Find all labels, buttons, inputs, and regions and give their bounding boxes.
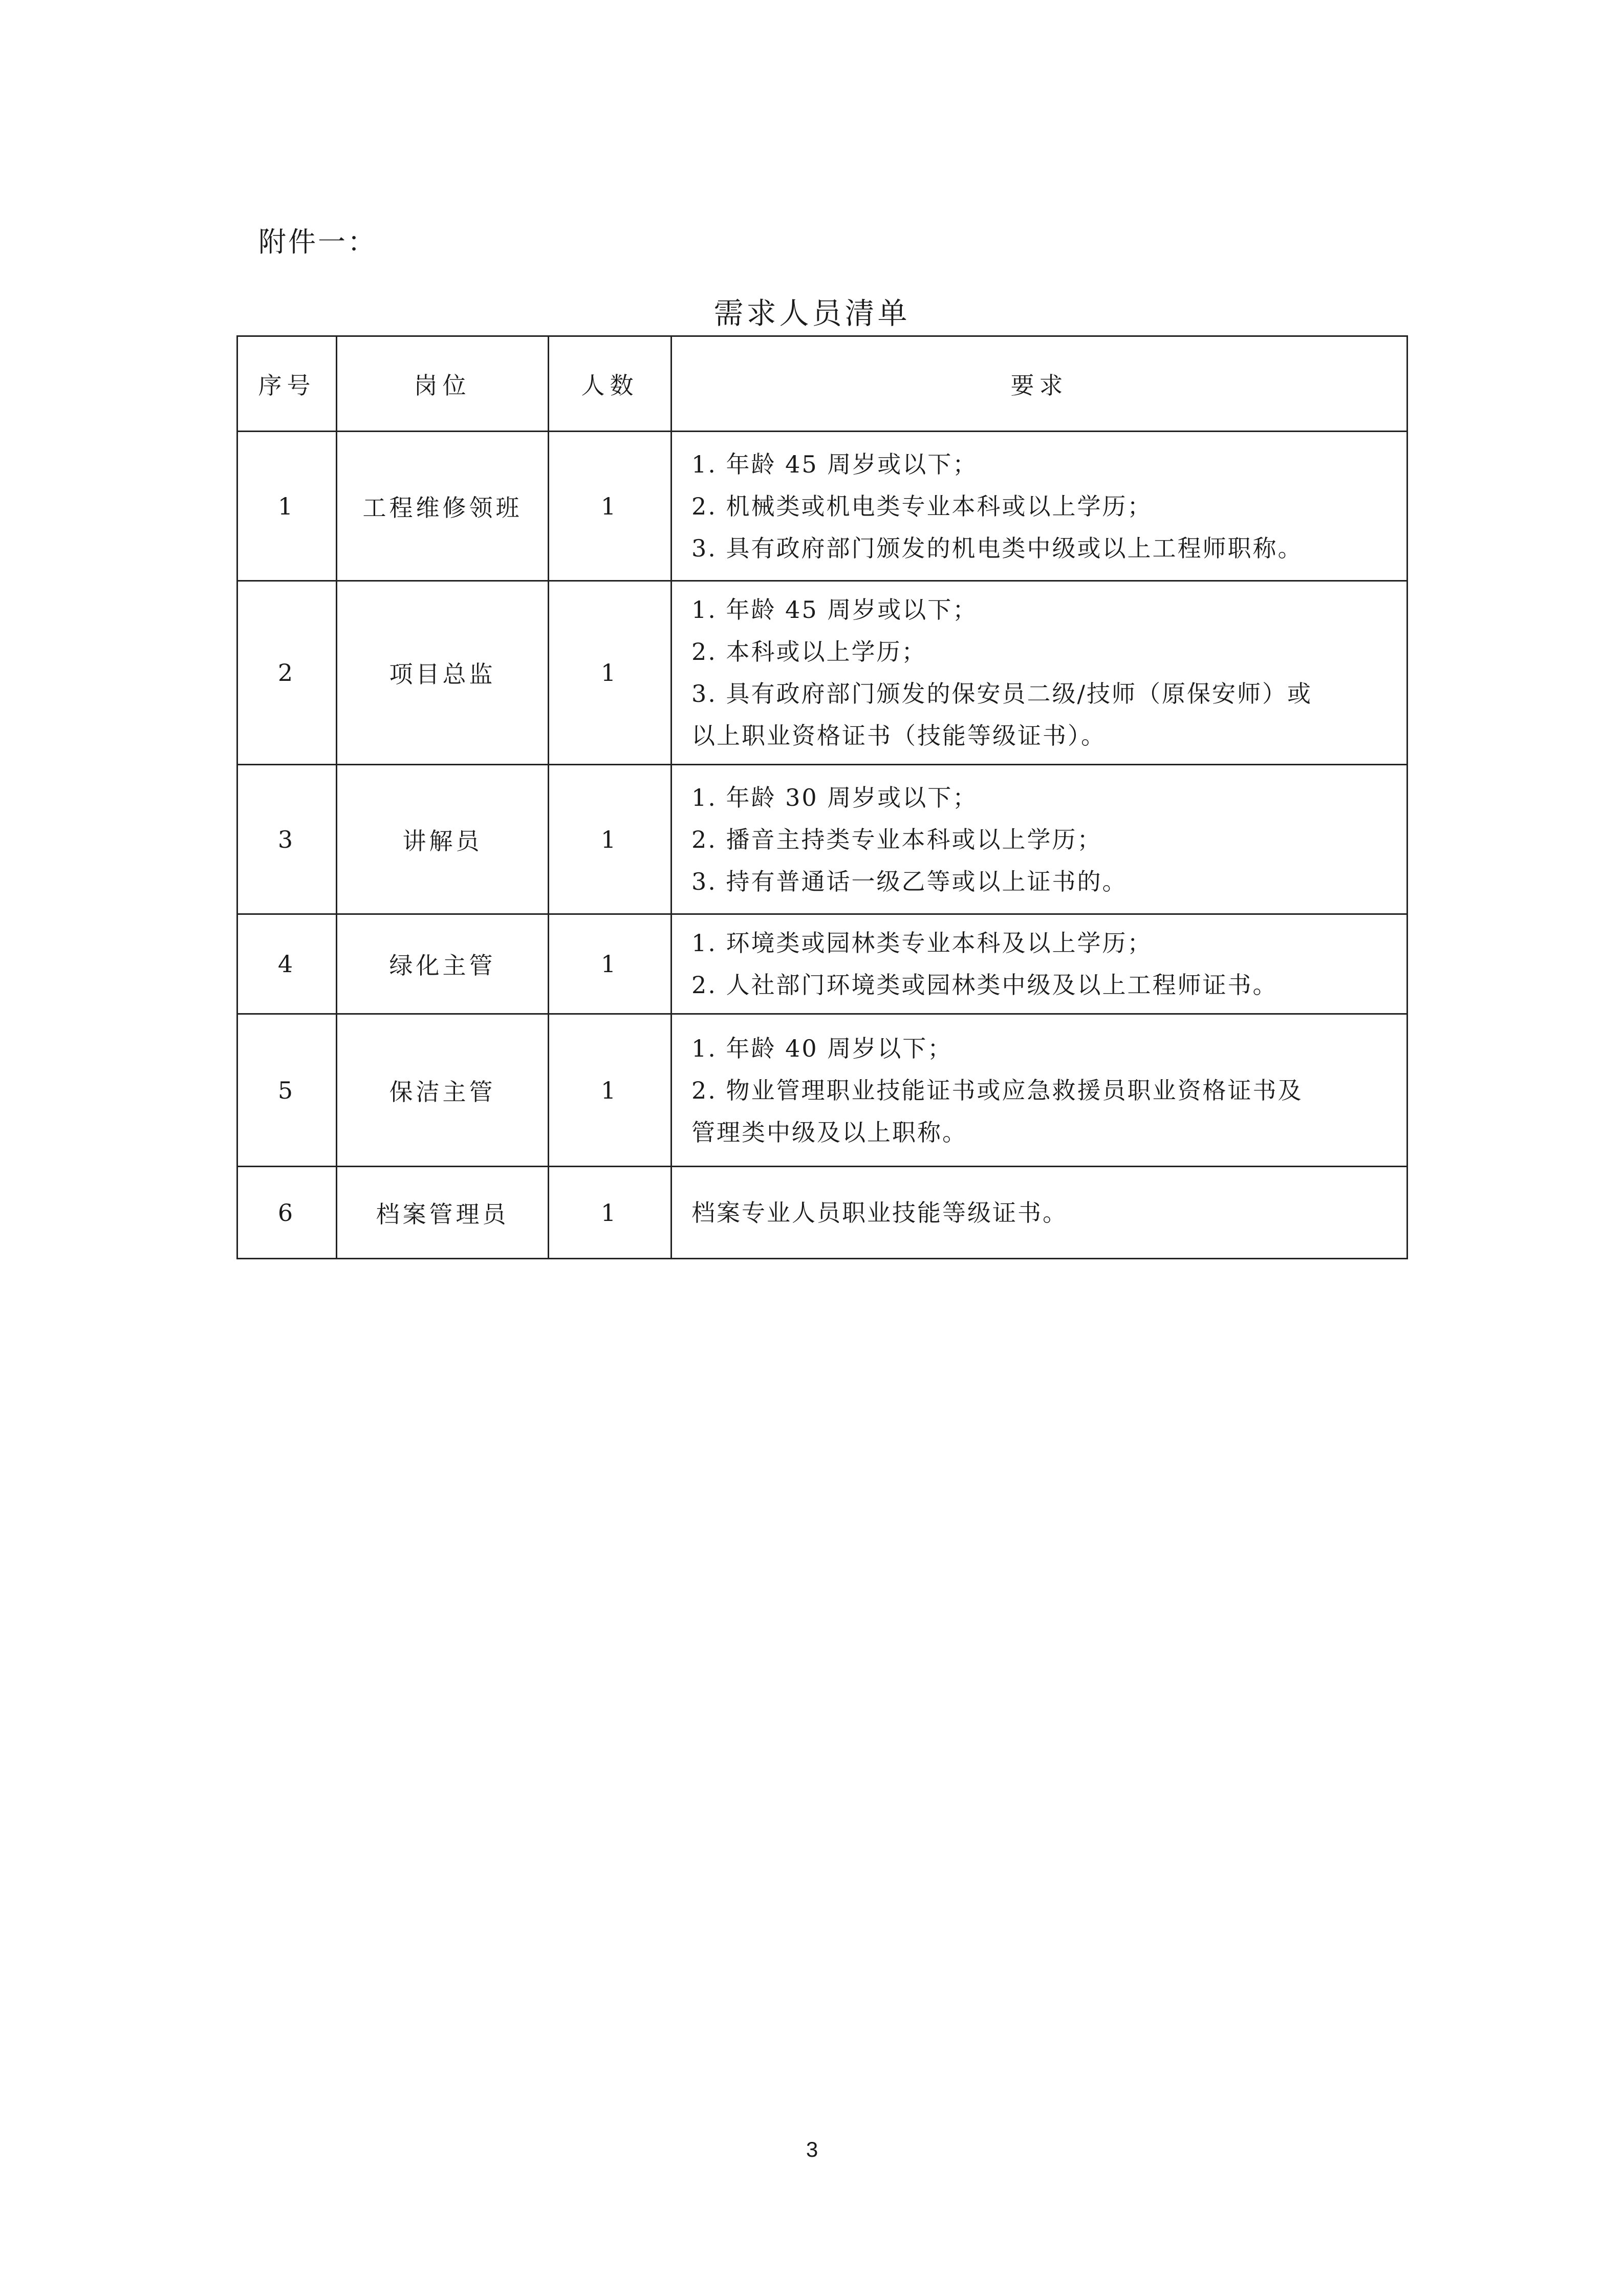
requirement-line: 2. 机械类或机电类专业本科或以上学历； bbox=[691, 492, 1153, 520]
requirement-line: 以上职业资格证书（技能等级证书）。 bbox=[691, 722, 1106, 749]
row-no: 1 bbox=[237, 432, 337, 581]
row-count: 1 bbox=[549, 1167, 672, 1259]
requirement-line: 1. 年龄 45 周岁或以下； bbox=[691, 596, 978, 624]
requirement-line: 1. 年龄 30 周岁或以下； bbox=[691, 783, 978, 811]
table-row bbox=[237, 581, 1408, 765]
requirement-line: 3. 持有普通话一级乙等或以上证书的。 bbox=[691, 867, 1128, 895]
table-row bbox=[237, 1014, 1408, 1167]
table-row bbox=[237, 914, 1408, 1014]
row-requirements bbox=[672, 914, 1408, 1014]
row-requirements bbox=[672, 1014, 1408, 1167]
row-requirements bbox=[672, 581, 1408, 765]
requirement-line: 3. 具有政府部门颁发的保安员二级/技师（原保安师）或 bbox=[691, 680, 1313, 707]
row-no: 4 bbox=[237, 914, 337, 1014]
row-no: 2 bbox=[237, 581, 337, 765]
row-count: 1 bbox=[549, 914, 672, 1014]
row-count: 1 bbox=[549, 581, 672, 765]
row-no: 5 bbox=[237, 1014, 337, 1167]
header-position: 岗位 bbox=[337, 336, 549, 432]
row-position: 项目总监 bbox=[337, 581, 549, 765]
requirements-table bbox=[236, 335, 1408, 1259]
row-position: 工程维修领班 bbox=[337, 432, 549, 581]
row-no: 6 bbox=[237, 1167, 337, 1259]
document-title: 需求人员清单 bbox=[713, 296, 911, 331]
requirement-line: 2. 本科或以上学历； bbox=[691, 638, 927, 666]
row-position: 保洁主管 bbox=[337, 1014, 549, 1167]
row-position: 讲解员 bbox=[337, 765, 549, 914]
row-count: 1 bbox=[549, 765, 672, 914]
requirement-line: 1. 年龄 45 周岁或以下； bbox=[691, 450, 978, 478]
table-row bbox=[237, 765, 1408, 914]
requirement-line: 管理类中级及以上职称。 bbox=[691, 1118, 967, 1146]
table-row bbox=[237, 432, 1408, 581]
attachment-label: 附件一： bbox=[258, 226, 377, 258]
header-requirements: 要求 bbox=[672, 336, 1408, 432]
row-count: 1 bbox=[549, 1014, 672, 1167]
row-requirements bbox=[672, 765, 1408, 914]
row-requirements bbox=[672, 432, 1408, 581]
row-position: 档案管理员 bbox=[337, 1167, 549, 1259]
page-number: 3 bbox=[806, 2137, 818, 2161]
table-header-row bbox=[237, 336, 1408, 432]
requirement-line: 2. 播音主持类专业本科或以上学历； bbox=[691, 825, 1102, 853]
row-no: 3 bbox=[237, 765, 337, 914]
requirement-line: 1. 年龄 40 周岁以下； bbox=[691, 1034, 953, 1062]
row-count: 1 bbox=[549, 432, 672, 581]
requirement-line: 3. 具有政府部门颁发的机电类中级或以上工程师职称。 bbox=[691, 534, 1303, 562]
row-requirements bbox=[672, 1167, 1408, 1259]
requirement-line: 2. 物业管理职业技能证书或应急救援员职业资格证书及 bbox=[691, 1076, 1303, 1104]
requirement-line: 2. 人社部门环境类或园林类中级及以上工程师证书。 bbox=[691, 971, 1278, 999]
requirement-line: 1. 环境类或园林类专业本科及以上学历； bbox=[691, 929, 1153, 957]
header-no: 序号 bbox=[237, 336, 337, 432]
requirement-line: 档案专业人员职业技能等级证书。 bbox=[691, 1198, 1068, 1227]
row-position: 绿化主管 bbox=[337, 914, 549, 1014]
header-count: 人数 bbox=[549, 336, 672, 432]
table-row bbox=[237, 1167, 1408, 1259]
